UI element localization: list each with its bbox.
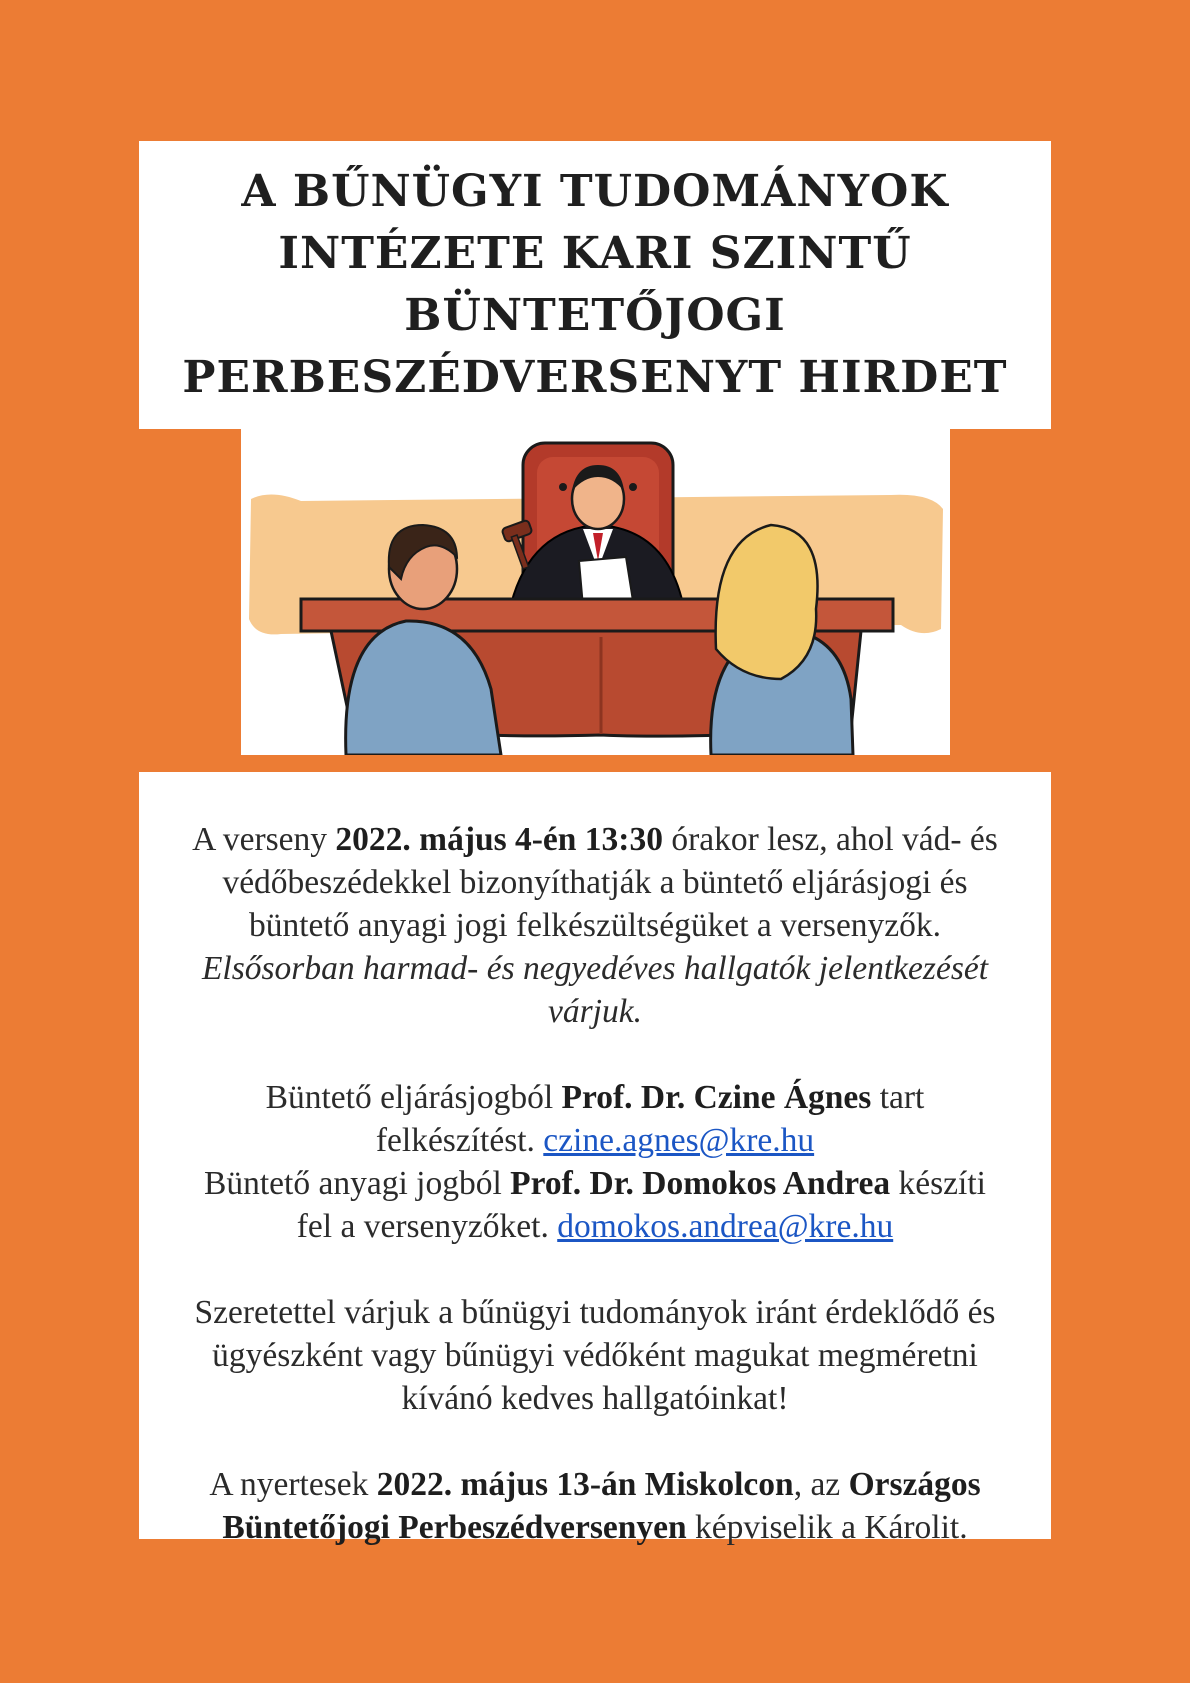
italic-note: várjuk. [548,993,642,1030]
competition-name: Országos [848,1466,981,1503]
text: büntető anyagi jogi felkészültségüket a versenyzők. [248,907,942,944]
paragraph-mentors [139,1076,1051,1248]
text: képviselik a Károlit. [686,1509,968,1546]
text: Büntető eljárásjogból [265,1079,562,1116]
title-line-2: INTÉZETE KARI SZINTŰ [278,228,912,279]
text: A verseny [192,821,336,858]
italic-note: Elsősorban harmad- és negyedéves hallgatók jelentkezését [201,950,989,987]
text: védőbeszédekkel bizonyíthatják a büntető eljárásjogi és [222,864,968,901]
announcement-body [139,772,1051,1546]
mentor-name: Prof. Dr. Domokos Andrea [510,1165,891,1202]
text: készíti [890,1165,986,1202]
email-link-czine[interactable]: czine.agnes@kre.hu [543,1122,815,1159]
email-link-domokos[interactable]: domokos.andrea@kre.hu [557,1208,894,1245]
mentor-name: Prof. Dr. Czine Ágnes [561,1079,872,1116]
final-date: 2022. május 13-án Miskolcon [376,1466,794,1503]
text: órakor lesz, ahol vád- és [662,821,998,858]
title-line-4: PERBESZÉDVERSENYT HIRDET [182,352,1008,403]
paragraph-schedule [139,818,1051,1033]
competition-name: Büntetőjogi Perbeszédversenyen [222,1509,687,1546]
courtroom-illustration [241,429,950,755]
title-line-1: A BŰNÜGYI TUDOMÁNYOK [241,166,949,217]
text: ügyészként vagy bűnügyi védőként magukat megméretni [212,1337,978,1374]
title-line-3: BÜNTETŐJOGI [404,290,786,341]
text: , az [793,1466,849,1503]
text: Büntető anyagi jogból [204,1165,511,1202]
title-box [139,141,1051,429]
page-title [139,161,1051,409]
text: felkészítést. [375,1122,544,1159]
text: A nyertesek [209,1466,377,1503]
text: tart [871,1079,925,1116]
paragraph-winners [139,1463,1051,1549]
text: Szeretettel várjuk a bűnügyi tudományok iránt érdeklődő és [194,1294,996,1331]
text: fel a versenyzőket. [296,1208,558,1245]
date-time: 2022. május 4-én 13:30 [335,821,663,858]
text: kívánó kedves hallgatóinkat! [401,1380,789,1417]
paragraph-invitation [139,1291,1051,1420]
